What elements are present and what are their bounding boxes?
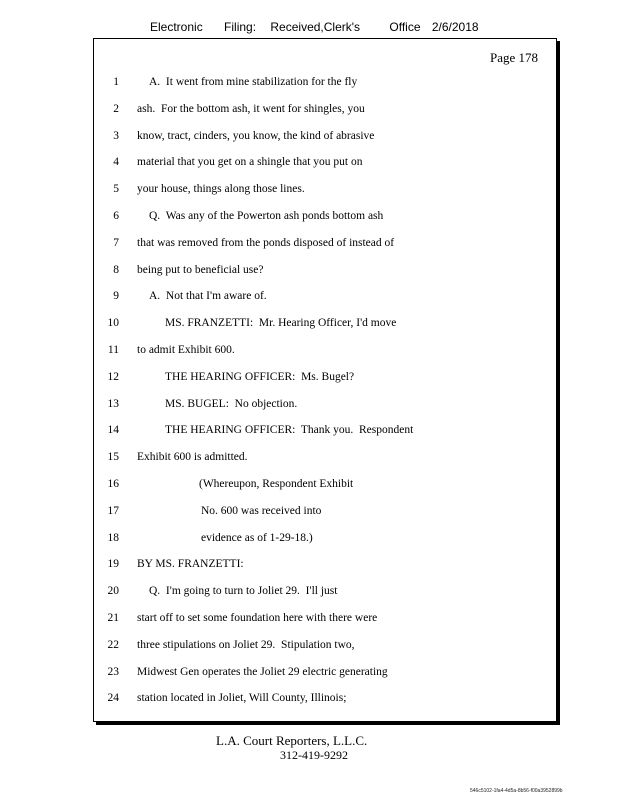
line-text: MS. FRANZETTI: Mr. Hearing Officer, I'd move <box>165 317 397 330</box>
line-text: that was removed from the ponds disposed of instead of <box>137 236 395 249</box>
line-number: 6 <box>113 210 119 222</box>
line-number: 19 <box>107 558 119 571</box>
line-text: MS. BUGEL: No objection. <box>165 397 298 410</box>
filing-stamp-word: Received,Clerk's <box>270 20 361 34</box>
line-text: Exhibit 600 is admitted. <box>137 451 248 464</box>
transcript-line <box>94 313 556 333</box>
transcript-line <box>94 206 556 226</box>
reporter-company: L.A. Court Reporters, L.L.C. <box>216 733 368 748</box>
line-number: 21 <box>107 612 119 624</box>
transcript-line <box>94 99 556 119</box>
reporter-phone: 312-419-9292 <box>280 748 348 762</box>
line-text: A. It went from mine stabilization for the fly <box>149 76 358 88</box>
filing-stamp-date: 2/6/2018 <box>431 20 479 34</box>
transcript-line <box>94 394 556 414</box>
line-number: 15 <box>107 451 119 464</box>
line-number: 20 <box>107 585 119 598</box>
line-number: 4 <box>113 156 119 169</box>
transcript-line <box>94 608 556 628</box>
line-number: 22 <box>107 638 119 651</box>
filing-stamp-header <box>150 20 618 34</box>
line-number: 18 <box>107 531 119 544</box>
line-number: 12 <box>107 370 119 383</box>
transcript-line <box>94 528 556 548</box>
filing-stamp-word: Electronic <box>150 20 203 34</box>
transcript-line <box>94 420 556 440</box>
line-text: station located in Joliet, Will County, Illinois; <box>137 692 347 705</box>
line-text: your house, things along those lines. <box>137 183 305 196</box>
line-number: 13 <box>107 397 119 410</box>
line-text: No. 600 was received into <box>201 504 322 517</box>
line-text: BY MS. FRANZETTI: <box>137 558 244 571</box>
page-number: Page 178 <box>489 50 538 65</box>
transcript-page-frame <box>93 38 557 722</box>
transcript-line <box>94 233 556 253</box>
line-text: Q. I'm going to turn to Joliet 29. I'll just <box>149 585 338 598</box>
line-number: 3 <box>113 129 119 142</box>
line-text: being put to beneficial use? <box>137 263 264 276</box>
line-text: three stipulations on Joliet 29. Stipulation two, <box>137 638 355 651</box>
line-number: 14 <box>107 424 119 437</box>
line-number: 1 <box>113 76 119 88</box>
line-text: Midwest Gen operates the Joliet 29 electric generating <box>137 665 388 678</box>
document-id-code: 546c5102-1fa4-4d5a-8b56-f00a3952899b <box>470 788 563 794</box>
line-text: THE HEARING OFFICER: Thank you. Respondent <box>165 424 414 437</box>
line-number: 17 <box>107 504 119 517</box>
line-number: 23 <box>107 665 119 678</box>
filing-stamp-word: Filing: <box>224 20 257 34</box>
line-number: 5 <box>113 183 119 196</box>
transcript-line <box>94 447 556 467</box>
line-text: THE HEARING OFFICER: Ms. Bugel? <box>165 370 355 383</box>
line-text: (Whereupon, Respondent Exhibit <box>199 478 354 490</box>
line-number: 9 <box>113 290 119 303</box>
transcript-line <box>94 72 556 92</box>
transcript-line <box>94 662 556 682</box>
transcript-line <box>94 501 556 521</box>
line-text: A. Not that I'm aware of. <box>149 290 267 303</box>
line-number: 11 <box>107 344 119 356</box>
line-text: start off to set some foundation here with there were <box>137 612 378 624</box>
line-text: to admit Exhibit 600. <box>137 344 235 356</box>
transcript-line <box>94 152 556 172</box>
transcript-line <box>94 688 556 708</box>
transcript-line <box>94 474 556 494</box>
line-text: ash. For the bottom ash, it went for shingles, you <box>137 102 365 115</box>
line-number: 10 <box>107 317 119 330</box>
transcript-line <box>94 179 556 199</box>
line-number: 16 <box>107 478 119 490</box>
transcript-line <box>94 126 556 146</box>
transcript-line <box>94 581 556 601</box>
line-text: material that you get on a shingle that you put on <box>137 156 363 169</box>
line-text: evidence as of 1-29-18.) <box>201 531 313 544</box>
transcript-line <box>94 635 556 655</box>
transcript-line <box>94 286 556 306</box>
line-text: Q. Was any of the Powerton ash ponds bottom ash <box>149 210 384 222</box>
line-number: 7 <box>113 236 119 249</box>
line-number: 8 <box>113 263 119 276</box>
transcript-line <box>94 554 556 574</box>
line-number: 24 <box>107 692 119 705</box>
line-text: know, tract, cinders, you know, the kind of abrasive <box>137 129 375 142</box>
transcript-line <box>94 260 556 280</box>
line-number: 2 <box>113 102 119 115</box>
filing-stamp-word: Office <box>389 20 421 34</box>
transcript-line <box>94 340 556 360</box>
transcript-line <box>94 367 556 387</box>
